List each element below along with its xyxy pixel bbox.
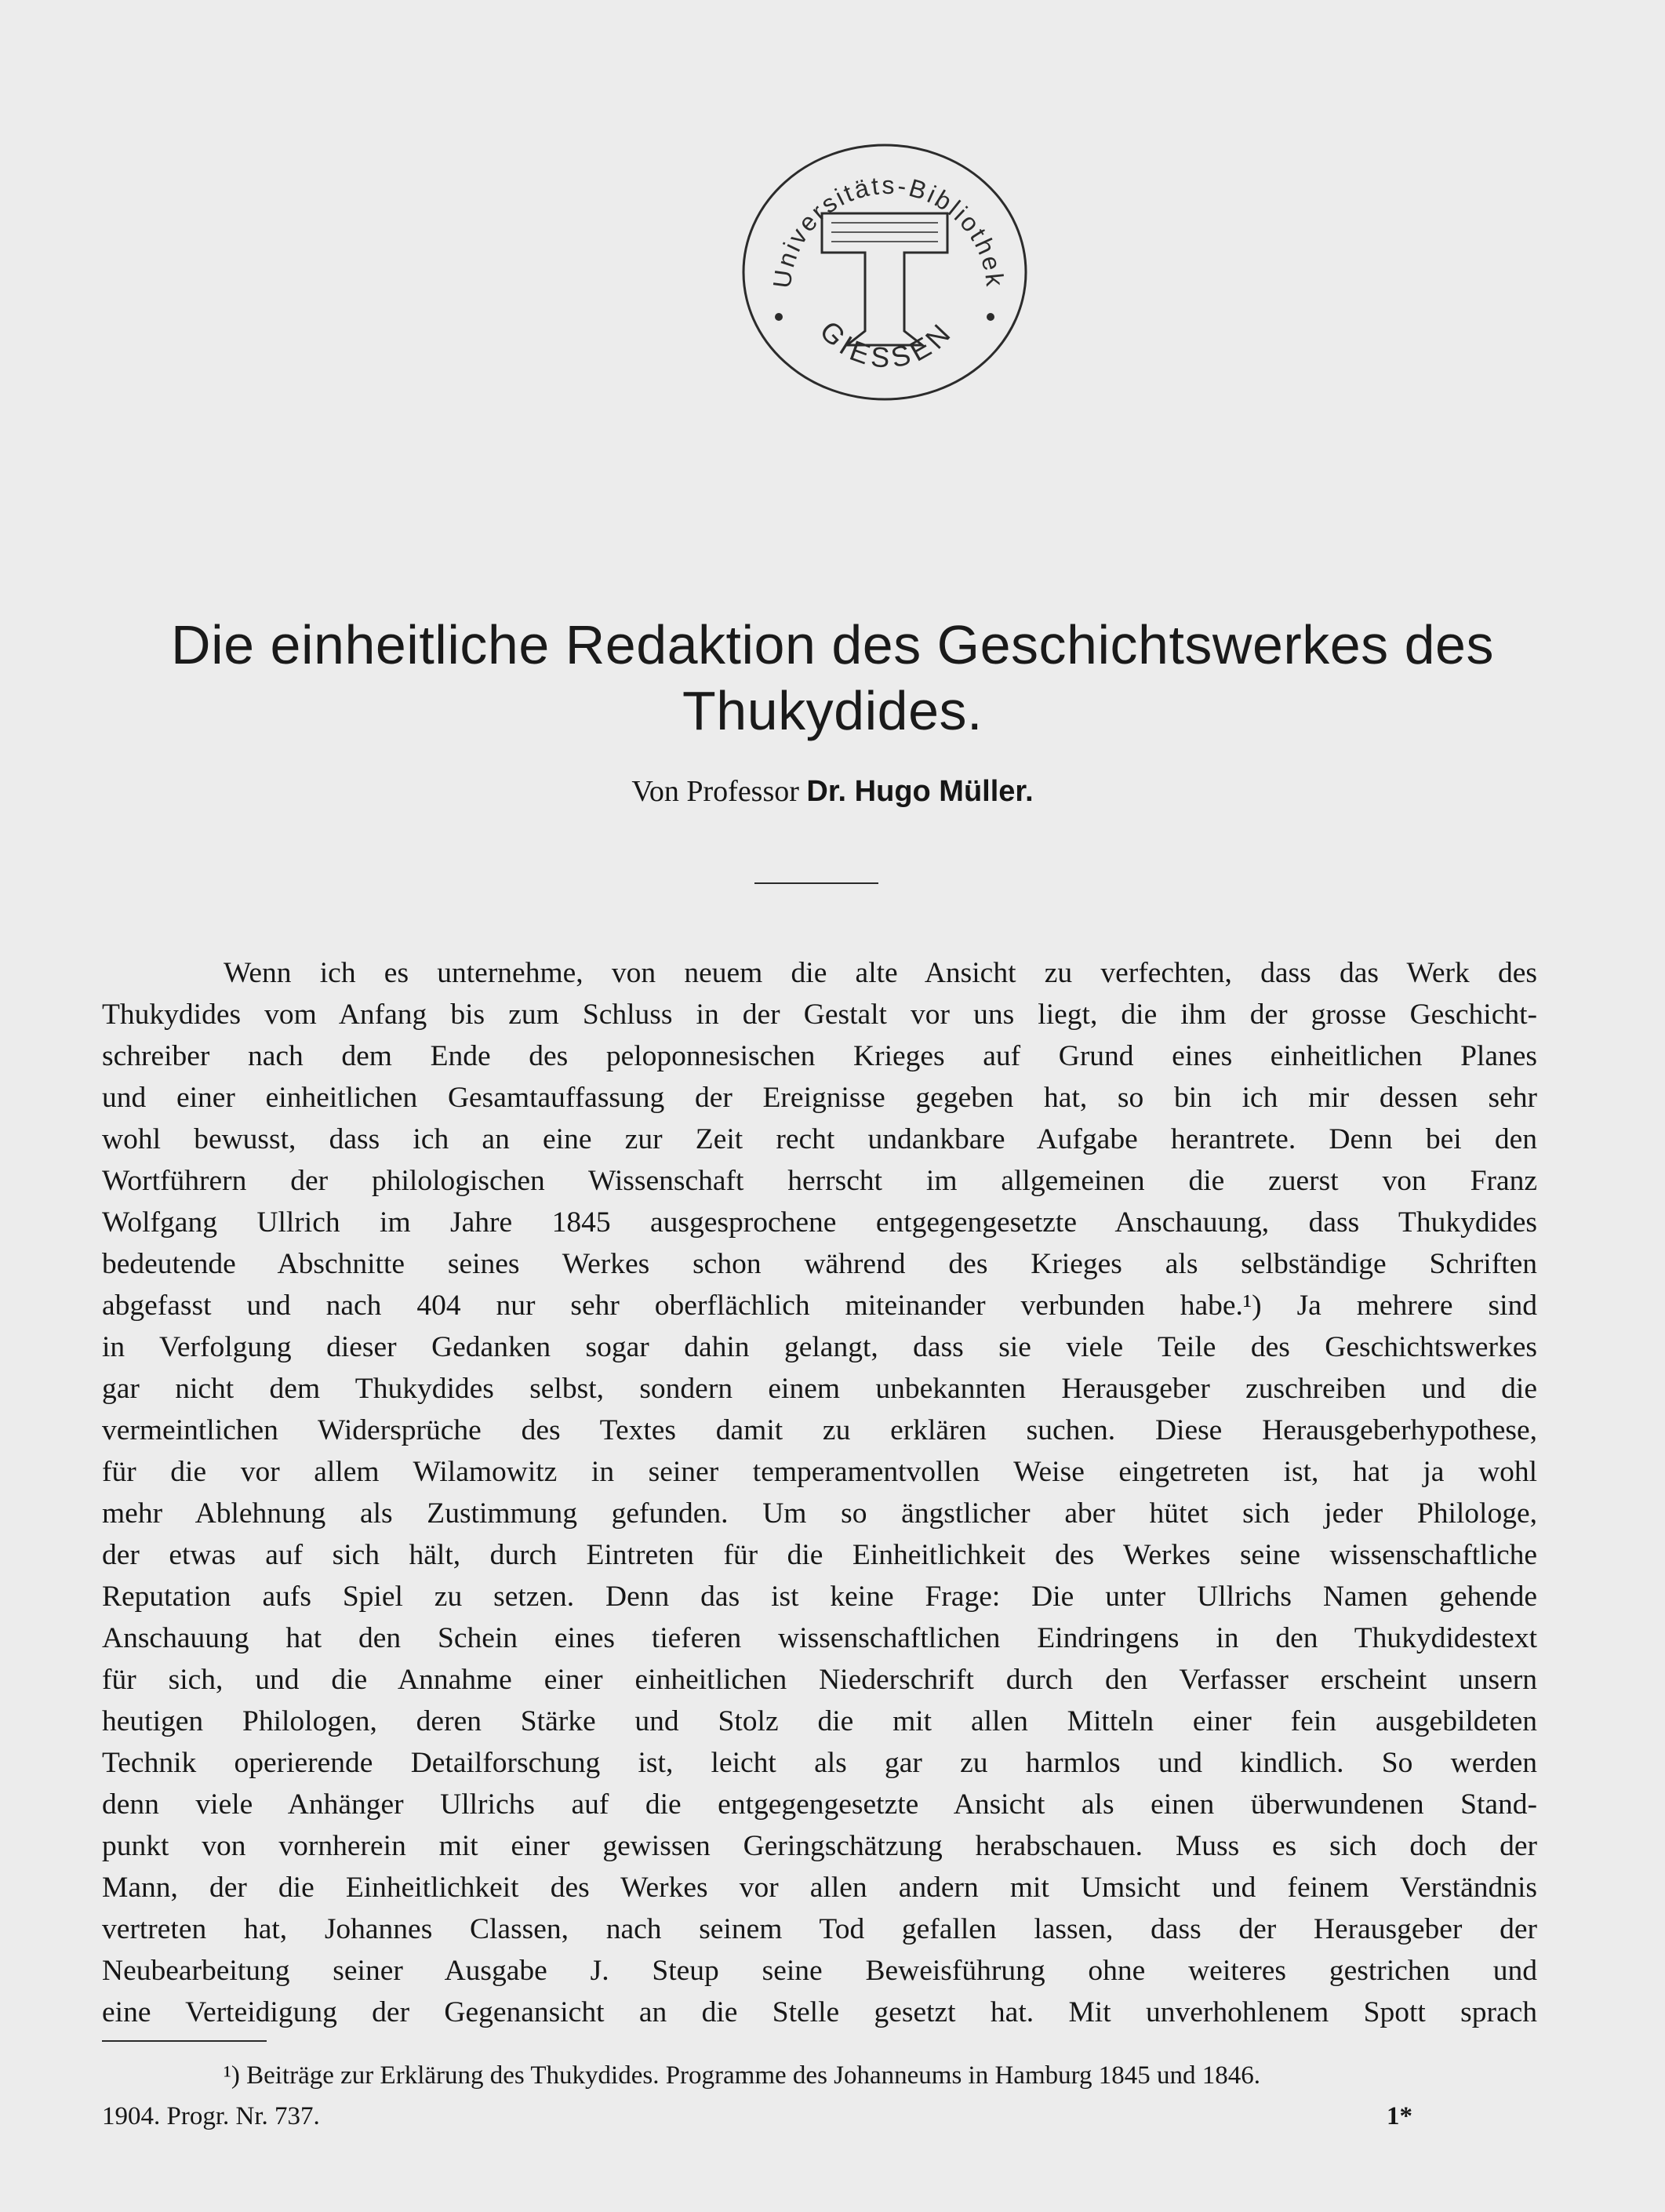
- library-stamp: [736, 135, 1034, 417]
- body-line: abgefasst und nach 404 nur sehr oberflächlich miteinander verbunden habe.¹) Ja mehrere sind: [102, 1290, 1537, 1322]
- stamp-seal-icon: [736, 135, 1034, 417]
- footnote: ¹) Beiträge zur Erklärung des Thukydides. Programme des Johanneums in Hamburg 1845 und 1846.: [224, 2061, 1261, 2090]
- title-line-2: Thukydides.: [682, 680, 983, 741]
- body-line: denn viele Anhänger Ullrichs auf die entgegengesetzte Ansicht als einen überwundenen Stand-: [102, 1788, 1537, 1821]
- author-line: [47, 772, 1618, 811]
- body-line: in Verfolgung dieser Gedanken sogar dahin gelangt, dass sie viele Teile des Geschichtswerkes: [102, 1331, 1537, 1363]
- body-line: Wortführern der philologischen Wissenschaft herrscht im allgemeinen die zuerst von Franz: [102, 1165, 1537, 1197]
- stamp-bottom-text: GIESSEN: [813, 314, 960, 374]
- author-prefix: Von Professor: [631, 775, 799, 808]
- body-line: Wenn ich es unternehme, von neuem die alte Ansicht zu verfechten, dass das Werk des: [224, 957, 1537, 989]
- stamp-top-text: Universitäts-Bibliothek: [767, 170, 1010, 290]
- body-line: eine Verteidigung der Gegenansicht an die Stelle gesetzt hat. Mit unverhohlenem Spott sprach: [102, 1996, 1537, 2028]
- body-line: Mann, der die Einheitlichkeit des Werkes vor allen andern mit Umsicht und feinem Verständnis: [102, 1872, 1537, 1904]
- body-line: Reputation aufs Spiel zu setzen. Denn das ist keine Frage: Die unter Ullrichs Namen gehende: [102, 1581, 1537, 1613]
- print-signature: 1904. Progr. Nr. 737.: [102, 2102, 320, 2130]
- body-line: heutigen Philologen, deren Stärke und Stolz die mit allen Mitteln einer fein ausgebildeten: [102, 1705, 1537, 1737]
- sheet-signature-mark: 1*: [1387, 2102, 1412, 2130]
- title-line-1: Die einheitliche Redaktion des Geschichtswerkes des: [171, 614, 1494, 675]
- body-line: Neubearbeitung seiner Ausgabe J. Steup seine Beweisführung ohne weiteres gestrichen und: [102, 1955, 1537, 1987]
- body-line: vertreten hat, Johannes Classen, nach seinem Tod gefallen lassen, dass der Herausgeber der: [102, 1913, 1537, 1945]
- body-line: für die vor allem Wilamowitz in seiner temperamentvollen Weise eingetreten ist, hat ja wohl: [102, 1456, 1537, 1488]
- article-title: [47, 612, 1618, 744]
- body-line: bedeutende Abschnitte seines Werkes schon während des Krieges als selbständige Schriften: [102, 1248, 1537, 1280]
- svg-text:Universitäts-Bibliothek: [768, 171, 1010, 289]
- footnote-separator: [102, 2040, 267, 2042]
- title-separator: [754, 882, 878, 884]
- body-line: schreiber nach dem Ende des peloponnesischen Krieges auf Grund eines einheitlichen Planes: [102, 1040, 1537, 1072]
- body-line: für sich, und die Annahme einer einheitlichen Niederschrift durch den Verfasser erscheint unsern: [102, 1664, 1537, 1696]
- body-paragraph: [102, 952, 1537, 2033]
- body-line: wohl bewusst, dass ich an eine zur Zeit recht undankbare Aufgabe herantrete. Denn bei den: [102, 1123, 1537, 1155]
- body-line: Thukydides vom Anfang bis zum Schluss in der Gestalt vor uns liegt, die ihm der grosse Geschicht-: [102, 999, 1537, 1031]
- body-line: Anschauung hat den Schein eines tieferen wissenschaftlichen Eindringens in den Thukydidestext: [102, 1622, 1537, 1654]
- body-line: vermeintlichen Widersprüche des Textes damit zu erklären suchen. Diese Herausgeberhypothese,: [102, 1414, 1537, 1446]
- body-line: Technik operierende Detailforschung ist, leicht als gar zu harmlos und kindlich. So werden: [102, 1747, 1537, 1779]
- body-line: der etwas auf sich hält, durch Eintreten für die Einheitlichkeit des Werkes seine wissenschaftliche: [102, 1539, 1537, 1571]
- author-name: Dr. Hugo Müller.: [806, 775, 1034, 808]
- body-line: gar nicht dem Thukydides selbst, sondern einem unbekannten Herausgeber zuschreiben und die: [102, 1373, 1537, 1405]
- body-line: und einer einheitlichen Gesamtauffassung der Ereignisse gegeben hat, so bin ich mir dessen sehr: [102, 1082, 1537, 1114]
- body-line: Wolfgang Ullrich im Jahre 1845 ausgesprochene entgegengesetzte Anschauung, dass Thukydides: [102, 1206, 1537, 1239]
- body-line: mehr Ablehnung als Zustimmung gefunden. Um so ängstlicher aber hütet sich jeder Philologe,: [102, 1497, 1537, 1530]
- body-line: punkt von vornherein mit einer gewissen Geringschätzung herabschauen. Muss es sich doch der: [102, 1830, 1537, 1862]
